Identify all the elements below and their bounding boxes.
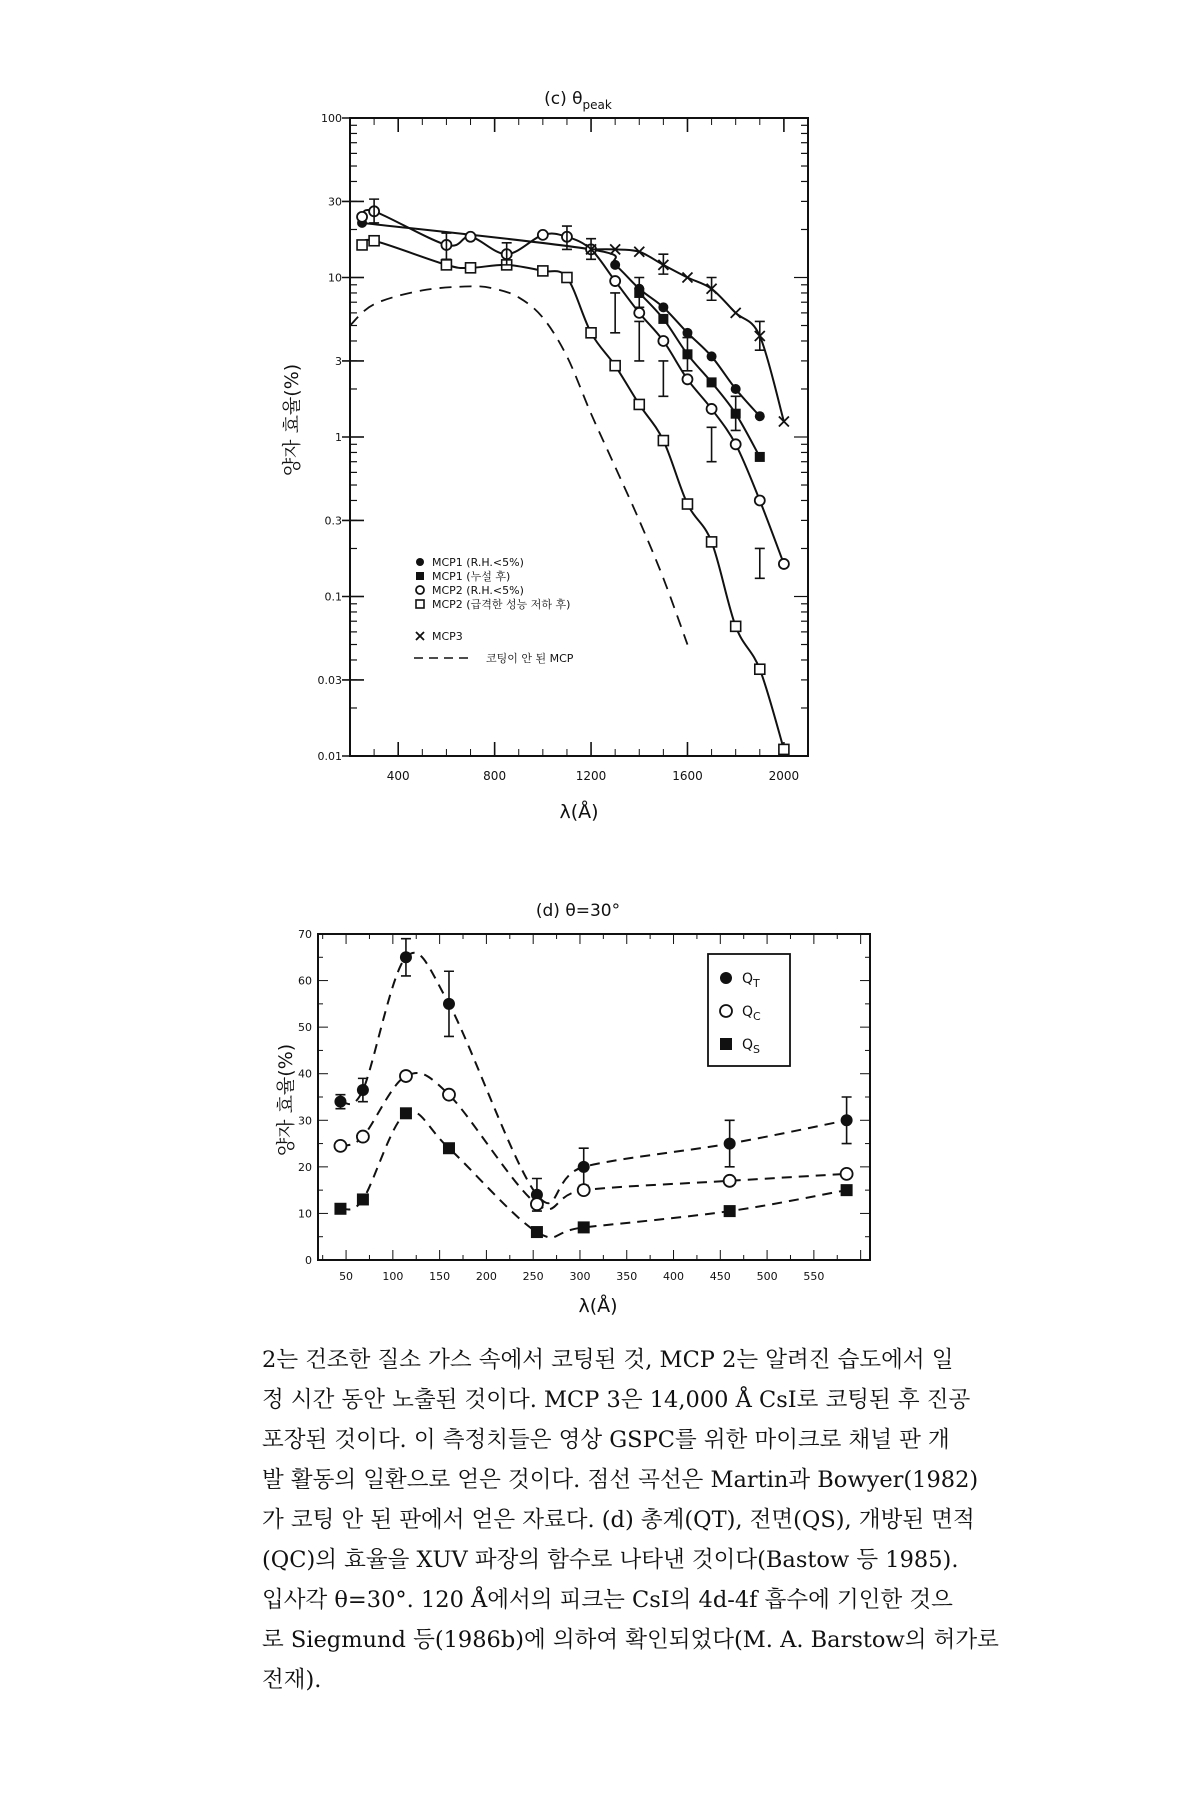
marker-filled-square [531,1226,543,1238]
marker-filled-square [720,1038,732,1050]
marker-filled-circle [720,972,732,984]
marker-open-circle [731,439,741,449]
marker-cross [682,273,692,283]
marker-open-circle [779,559,789,569]
marker-open-circle [707,404,717,414]
legend-label-sub: T [753,977,760,990]
figure-caption [262,1340,1022,1700]
marker-open-circle [720,1005,732,1017]
chart-c-title: (c) $\theta_{peak}$ [544,89,612,112]
marker-filled-circle [724,1138,736,1150]
marker-open-circle [538,230,548,240]
y-tick-label: 30 [328,195,342,209]
x-tick-label: 400 [663,1270,685,1283]
legend-label: MCP1 (누설 후) [432,570,511,583]
marker-cross [731,308,741,318]
marker-open-square [755,664,765,674]
marker-open-square [658,436,668,446]
legend-label: $Q_C$ [742,1004,761,1023]
y-tick-label: 0 [305,1254,312,1267]
marker-open-square [731,621,741,631]
marker-filled-circle [334,1096,346,1108]
caption-line: 가 코팅 안 된 판에서 얻은 자료다. (d) 총계(QT), 전면(QS), 개방된 면적 [262,1507,975,1533]
x-tick-label: 350 [616,1270,638,1283]
marker-open-square [586,328,596,338]
series-curve [340,1073,846,1209]
x-tick-label: 1200 [575,769,607,783]
caption-line: 로 Siegmund 등(1986b)에 의하여 확인되었다(M. A. Barstow의 허가로 [262,1627,999,1653]
marker-open-circle [443,1089,455,1101]
marker-filled-circle [707,351,717,361]
marker-filled-circle [682,328,692,338]
marker-open-circle [400,1070,412,1082]
marker-filled-square [443,1142,455,1154]
marker-filled-square [578,1221,590,1233]
marker-filled-square [724,1205,736,1217]
caption-line: 포장된 것이다. 이 측정치들은 영상 GSPC를 위한 마이크로 채널 판 개 [262,1427,950,1453]
marker-open-circle [357,212,367,222]
chart-c-title-sub: peak [582,98,612,112]
legend-label: $Q_S$ [742,1037,761,1056]
caption-line: (QC)의 효율을 XUV 파장의 함수로 나타낸 것이다(Bastow 등 1985). [262,1547,959,1573]
marker-filled-square [400,1107,412,1119]
y-tick-label: 60 [298,974,312,988]
error-bar [634,321,644,360]
marker-open-square [634,399,644,409]
marker-filled-circle [841,1114,853,1126]
x-tick-label: 450 [709,1270,731,1283]
y-tick-label: 0.1 [324,590,342,604]
marker-open-square [441,260,451,270]
y-tick-label: 30 [298,1114,312,1128]
y-tick-label: 0.01 [317,750,342,763]
y-tick-label: 10 [298,1207,312,1221]
x-tick-label: 50 [339,1270,354,1283]
marker-filled-circle [658,302,668,312]
legend-label: MCP1 (R.H.<5%) [432,556,524,569]
marker-open-square [369,236,379,246]
y-tick-label: 70 [298,928,312,941]
marker-filled-square [707,377,717,387]
x-axis-label: λ(Å) [578,1295,618,1317]
marker-open-circle [610,276,620,286]
marker-filled-square [658,314,668,324]
caption-line: 입사각 θ=30°. 120 Å에서의 피크는 CsI의 4d-4f 흡수에 기인한 것으 [262,1587,953,1613]
legend-label: 코팅이 안 된 MCP [486,652,574,665]
marker-open-circle [755,495,765,505]
chart-c-frame [350,118,808,756]
x-tick-label: 150 [429,1270,451,1283]
marker-filled-square [755,452,765,462]
y-tick-label: 1 [335,431,342,444]
chart-d [0,880,1200,1320]
caption-line: 2는 건조한 질소 가스 속에서 코팅된 것, MCP 2는 알려진 습도에서 일 [262,1347,954,1373]
marker-open-circle [658,336,668,346]
marker-open-circle [416,586,424,594]
marker-open-square [416,600,424,608]
error-bar [707,278,717,301]
y-tick-label: 10 [328,271,342,285]
marker-filled-circle [357,1084,369,1096]
error-bar [658,254,668,274]
marker-filled-square [334,1203,346,1215]
marker-filled-circle [578,1161,590,1173]
legend-label: MCP3 [432,630,463,643]
legend-label-sub: S [753,1043,761,1056]
series-curve [362,240,784,750]
error-bar [707,427,717,461]
series-curve [340,1112,846,1238]
marker-filled-circle [443,998,455,1010]
chart-c [0,0,1200,860]
marker-filled-circle [416,558,424,566]
marker-filled-circle [731,384,741,394]
marker-filled-circle [755,411,765,421]
caption-line: 전재). [262,1667,322,1693]
series-curve [362,210,784,564]
marker-open-square [779,744,789,754]
marker-filled-square [416,572,424,580]
x-tick-label: 1600 [672,769,703,783]
marker-open-square [610,361,620,371]
marker-open-square [707,537,717,547]
legend-label: $Q_T$ [742,971,760,990]
x-tick-label: 400 [386,769,410,783]
y-tick-label: 50 [298,1021,312,1035]
marker-open-square [682,499,692,509]
marker-open-circle [724,1175,736,1187]
marker-open-square [357,240,367,250]
y-axis-label: 양자 효율(%) [281,363,303,477]
marker-filled-square [357,1193,369,1205]
y-tick-label: 3 [335,354,342,368]
x-tick-label: 300 [569,1270,591,1283]
marker-open-square [466,263,476,273]
legend-label: MCP2 (급격한 성능 저하 후) [432,598,571,611]
marker-open-circle [841,1168,853,1180]
x-tick-label: 500 [756,1270,778,1283]
y-tick-label: 0.03 [317,673,342,687]
marker-filled-circle [610,260,620,270]
caption-line: 발 활동의 일환으로 얻은 것이다. 점선 곡선은 Martin과 Bowyer(1982) [262,1467,979,1493]
error-bar [658,361,668,396]
y-tick-label: 0.3 [324,514,342,528]
caption-line: 정 시간 동안 노출된 것이다. MCP 3은 14,000 Å CsI로 코팅된 후 진공 [262,1387,971,1413]
series-curve [362,223,760,416]
marker-cross [416,632,424,640]
marker-open-circle [634,308,644,318]
chart-d-title: (d) θ=30° [535,901,621,921]
marker-open-circle [357,1131,369,1143]
legend-label-sub: C [753,1010,761,1023]
legend-label: MCP2 (R.H.<5%) [432,584,524,597]
x-tick-label: 100 [382,1270,404,1283]
marker-open-circle [531,1198,543,1210]
y-axis-label: 양자 효율(%) [275,1043,297,1157]
marker-open-circle [466,232,476,242]
x-tick-label: 250 [522,1270,544,1283]
marker-filled-square [841,1184,853,1196]
marker-open-circle [682,374,692,384]
error-bar [755,548,765,578]
y-tick-label: 40 [298,1067,312,1081]
marker-open-circle [334,1140,346,1152]
y-tick-label: 20 [298,1160,312,1174]
marker-open-square [562,273,572,283]
x-tick-label: 800 [483,769,507,783]
marker-filled-circle [400,951,412,963]
x-axis-label: λ(Å) [559,801,599,823]
error-bar [610,293,620,333]
marker-open-square [538,266,548,276]
marker-open-circle [578,1184,590,1196]
y-tick-label: 100 [321,112,342,125]
x-tick-label: 550 [803,1270,825,1283]
x-tick-label: 200 [475,1270,497,1283]
x-tick-label: 2000 [768,769,800,783]
